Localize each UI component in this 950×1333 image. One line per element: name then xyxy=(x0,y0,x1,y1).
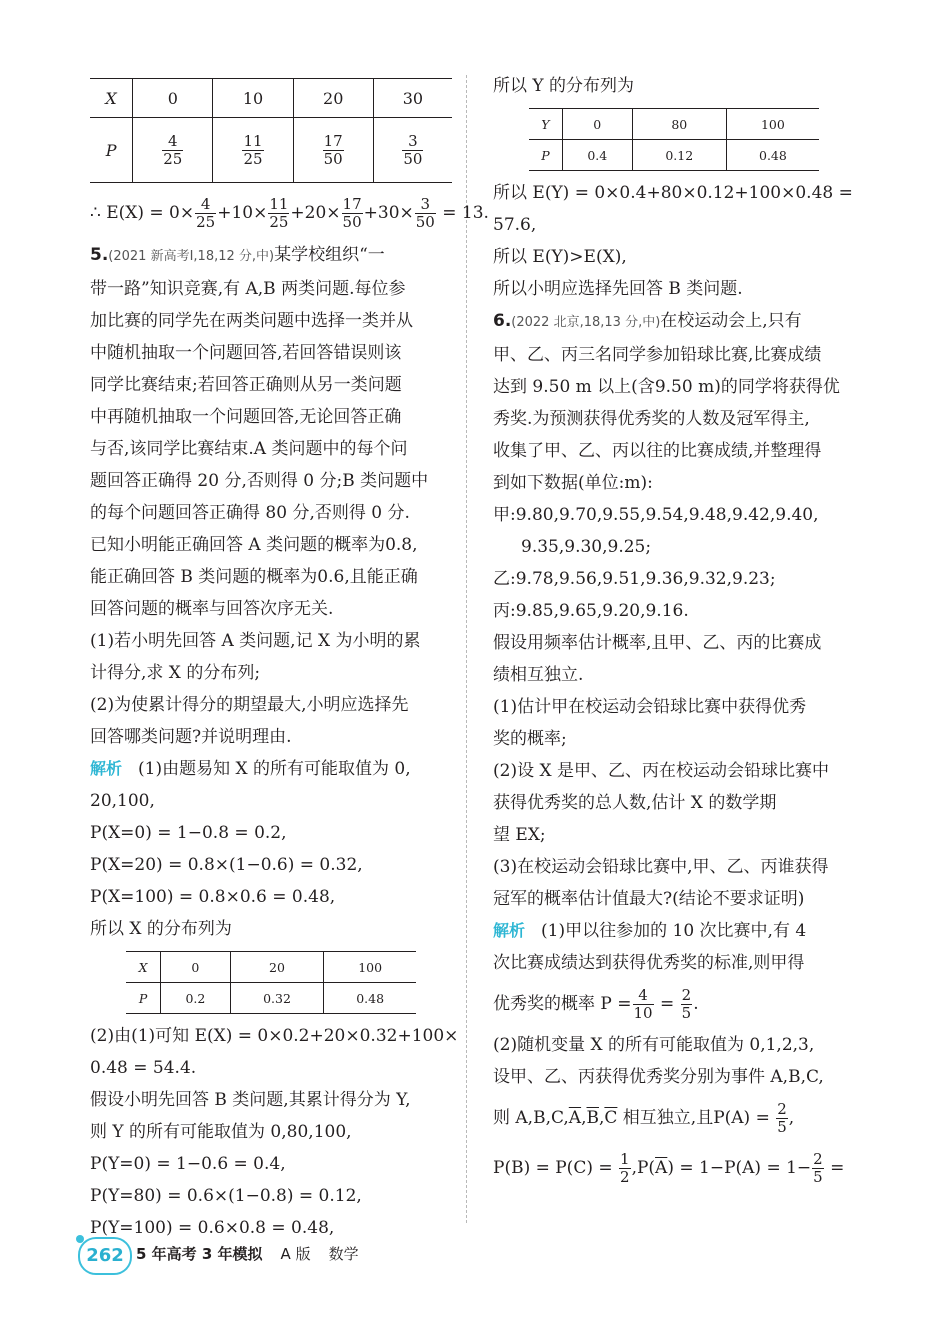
text-line: (2)由(1)可知 E(X) = 0×0.2+20×0.32+100× xyxy=(90,1026,459,1046)
page-number: 262 xyxy=(86,1245,124,1266)
table-cell: 20 xyxy=(293,79,373,118)
text-line: 中随机抽取一个问题回答,若回答错误则该 xyxy=(90,343,402,363)
text-line: (1)估计甲在校运动会铅球比赛中获得优秀 xyxy=(493,697,807,717)
text-line: (1)若小明先回答 A 类问题,记 X 为小明的累 xyxy=(90,631,421,651)
text-line: 的每个问题回答正确得 80 分,否则得 0 分. xyxy=(90,503,410,523)
text-line: 题回答正确得 20 分,否则得 0 分;B 类问题中 xyxy=(90,471,429,491)
right-column xyxy=(493,70,857,1193)
text-line: 假设小明先回答 B 类问题,其累计得分为 Y, xyxy=(90,1090,411,1110)
page-number-badge xyxy=(78,1237,132,1275)
table-cell: $\frac{11}{25}$ xyxy=(213,118,293,183)
text-line: 中再随机抽取一个问题回答,无论回答正确 xyxy=(90,407,402,427)
jiexi-label: 解析 xyxy=(90,759,123,778)
text-line: P(Y=80) = 0.6×(1−0.8) = 0.12, xyxy=(90,1186,362,1206)
text-line: 甲、乙、丙三名同学参加铅球比赛,比赛成绩 xyxy=(493,345,822,365)
table-cell: X xyxy=(138,959,148,975)
table-cell: 10 xyxy=(213,79,293,118)
text-line: 所以小明应选择先回答 B 类问题. xyxy=(493,279,743,299)
text-line: 57.6, xyxy=(493,215,537,235)
text-line: 能正确回答 B 类问题的概率为0.6,且能正确 xyxy=(90,567,418,587)
text-line: P(X=0) = 1−0.8 = 0.2, xyxy=(90,823,287,843)
y-distribution-table xyxy=(529,108,819,171)
text-line: 所以 X 的分布列为 xyxy=(90,919,232,939)
text-line: 冠军的概率估计值最大?(结论不要求证明) xyxy=(493,889,805,909)
table-cell: $\frac{4}{25}$ xyxy=(133,118,213,183)
text-line: 奖的概率; xyxy=(493,729,567,749)
text-line: (2)随机变量 X 的所有可能取值为 0,1,2,3, xyxy=(493,1035,815,1055)
table-cell: 0 xyxy=(562,109,632,140)
table-cell: 0 xyxy=(161,952,231,983)
text-line: 设甲、乙、丙获得优秀奖分别为事件 A,B,C, xyxy=(493,1067,824,1087)
text-line: 假设用频率估计概率,且甲、乙、丙的比赛成 xyxy=(493,633,822,653)
table-cell: X xyxy=(105,88,117,108)
page-footer xyxy=(78,1237,498,1273)
text-line: 计得分,求 X 的分布列; xyxy=(90,663,261,683)
text-line: P(X=20) = 0.8×(1−0.6) = 0.32, xyxy=(90,855,363,875)
left-column xyxy=(90,70,489,1244)
table-cell: 100 xyxy=(726,109,819,140)
text-line: P(Y=100) = 0.6×0.8 = 0.48, xyxy=(90,1218,335,1238)
text-line: 望 EX; xyxy=(493,825,546,845)
text-line: 所以 E(Y) = 0×0.4+80×0.12+100×0.48 = xyxy=(493,183,853,203)
x-distribution-table-top xyxy=(90,78,452,183)
text-line: 加比赛的同学先在两类问题中选择一类并从 xyxy=(90,311,413,331)
table-cell: 100 xyxy=(324,952,416,983)
table-cell: 0.32 xyxy=(230,983,324,1014)
text-line: 所以 E(Y)>E(X), xyxy=(493,247,627,267)
table-cell: 0.48 xyxy=(726,140,819,171)
badge-dot-icon xyxy=(76,1235,84,1243)
text-line: (2)为使累计得分的期望最大,小明应选择先 xyxy=(90,695,409,715)
text-line: 与否,该同学比赛结束.A 类问题中的每个问 xyxy=(90,439,408,459)
text-line: 乙:9.78,9.56,9.51,9.36,9.32,9.23; xyxy=(493,569,776,589)
text-line: (3)在校运动会铅球比赛中,甲、乙、丙谁获得 xyxy=(493,857,829,877)
table-cell: $\frac{17}{50}$ xyxy=(293,118,373,183)
question-6 xyxy=(493,305,857,1193)
table-cell: 0.2 xyxy=(161,983,231,1014)
q6-first-line: 6.(2022 北京,18,13 分,中)在校运动会上,只有 xyxy=(493,311,802,331)
table-cell: 20 xyxy=(230,952,324,983)
prob-line: 优秀奖的概率 P = $\frac{4}{10}$ = $\frac{2}{5}$ . xyxy=(493,986,699,1022)
table-cell: $\frac{3}{50}$ xyxy=(373,118,452,183)
q5-first-line: 5.(2021 新高考Ⅰ,18,12 分,中)某学校组织“一 xyxy=(90,245,385,265)
text-line: 达到 9.50 m 以上(含9.50 m)的同学将获得优 xyxy=(493,377,840,397)
text-line: 9.35,9.30,9.25; xyxy=(521,537,652,557)
text-line: 回答问题的概率与回答次序无关. xyxy=(90,599,334,619)
text-line: 回答哪类问题?并说明理由. xyxy=(90,727,292,747)
table-cell: 0 xyxy=(133,79,213,118)
table-cell: P xyxy=(529,140,562,171)
q5-solution-start: 解析 (1)由题易知 X 的所有可能取值为 0, xyxy=(90,759,411,779)
table-cell: 80 xyxy=(632,109,726,140)
text-line: 次比赛成绩达到获得优秀奖的标准,则甲得 xyxy=(493,953,805,973)
x-distribution-table xyxy=(126,951,416,1014)
text-line: 带一路”知识竞赛,有 A,B 两类问题.每位参 xyxy=(90,279,406,299)
book-title: 5 年高考 3 年模拟 A 版 数学 xyxy=(136,1245,359,1263)
text-line: 秀奖.为预测获得优秀奖的人数及冠军得主, xyxy=(493,409,810,429)
text-line: 则 Y 的所有可能取值为 0,80,100, xyxy=(90,1122,352,1142)
table-cell: Y xyxy=(541,116,550,132)
table-cell: 30 xyxy=(373,79,452,118)
text-line: 收集了甲、乙、丙以往的比赛成绩,并整理得 xyxy=(493,441,822,461)
independence-line: 则 $A,B,C,\overline{A},\overline{B},\overline{C}$ 相互独立,且P(A) = $\frac{2}{5}$ , xyxy=(493,1100,795,1136)
text-line: 甲:9.80,9.70,9.55,9.54,9.48,9.42,9.40, xyxy=(493,505,819,525)
text-line: P(Y=0) = 1−0.6 = 0.4, xyxy=(90,1154,286,1174)
text-line: (2)设 X 是甲、乙、丙在校运动会铅球比赛中 xyxy=(493,761,829,781)
table-cell: P xyxy=(90,118,133,183)
table-cell: 0.4 xyxy=(562,140,632,171)
text-line: 绩相互独立. xyxy=(493,665,584,685)
table-cell: 0.48 xyxy=(324,983,416,1014)
column-divider xyxy=(466,75,467,1223)
q6-solution-start: 解析 (1)甲以往参加的 10 次比赛中,有 4 xyxy=(493,921,807,941)
text-line: 丙:9.85,9.65,9.20,9.16. xyxy=(493,601,689,621)
text-line: P(X=100) = 0.8×0.6 = 0.48, xyxy=(90,887,336,907)
expectation-line: ∴ E(X) = 0× $\frac{4}{25}$ +10× $\frac{11}{25}$ +20× $\frac{17}{50}$ +30× $\frac{3}{50}$ = 13. xyxy=(90,195,489,231)
text-line: 所以 Y 的分布列为 xyxy=(493,76,635,96)
text-line: 到如下数据(单位:m): xyxy=(493,473,653,493)
text-line: 20,100, xyxy=(90,791,155,811)
text-line: 已知小明能正确回答 A 类问题的概率为0.8, xyxy=(90,535,418,555)
question-5 xyxy=(90,239,459,1244)
text-line: 同学比赛结束;若回答正确则从另一类问题 xyxy=(90,375,402,395)
text-line: 0.48 = 54.4. xyxy=(90,1058,197,1078)
jiexi-label: 解析 xyxy=(493,921,526,940)
last-line: P(B) = P(C) = $\frac{1}{2}$ $,P(\overline{A}) = 1-P(A) = 1-$ $\frac{2}{5}$ = xyxy=(493,1150,845,1186)
table-cell: P xyxy=(126,983,161,1014)
text-line: 获得优秀奖的总人数,估计 X 的数学期 xyxy=(493,793,777,813)
table-cell: 0.12 xyxy=(632,140,726,171)
